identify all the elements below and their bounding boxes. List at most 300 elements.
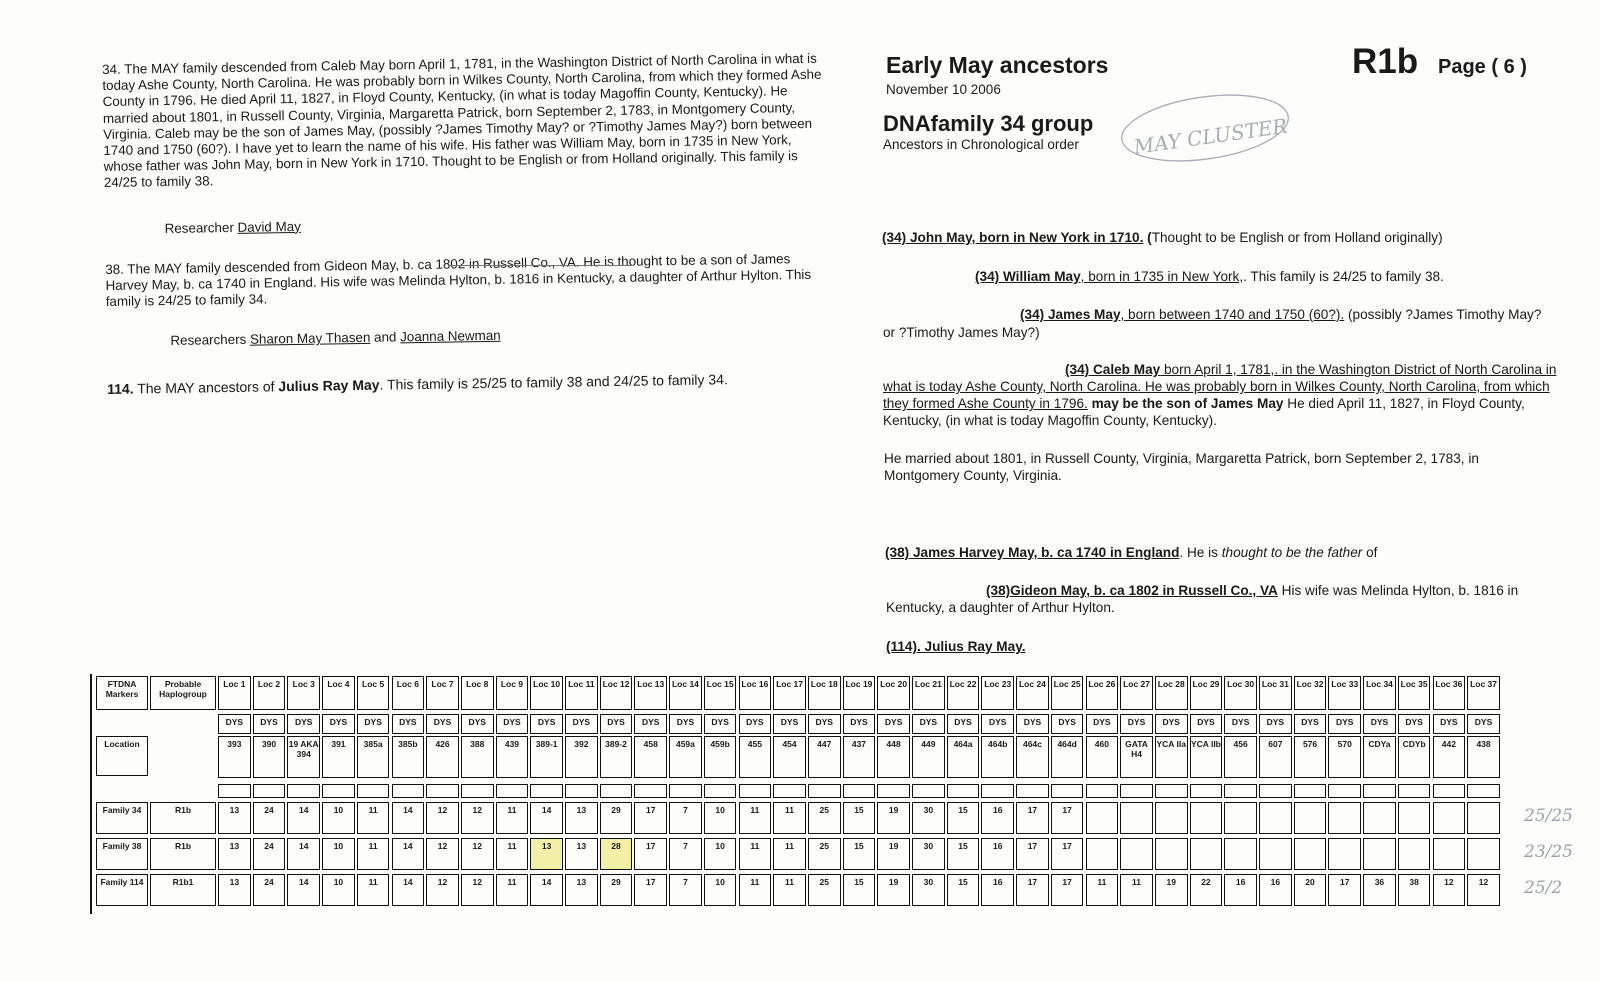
researcher-34-name: David May [237,218,301,235]
family-114-paragraph: 114. The MAY ancestors of Julius Ray May. This family is 25/25 to family 38 and 24/25 to family 34. [107,370,728,397]
marker-value: 14 [392,802,425,834]
marker-id: CDYb [1398,736,1431,778]
marker-value: 25 [808,802,841,834]
spacer-cell [1016,784,1049,798]
spacer-cell [634,784,667,798]
marker-value: 15 [947,838,980,870]
marker-value [1328,802,1361,834]
marker-id: 464c [1016,736,1049,778]
loc-header: Loc 25 [1051,676,1084,710]
marker-value: 10 [704,874,737,906]
loc-header: Loc 17 [773,676,806,710]
marker-id: 459a [669,736,702,778]
marker-value [1224,802,1257,834]
marker-value: 7 [669,838,702,870]
handwritten-cluster-note [1118,88,1292,162]
loc-header: Loc 21 [912,676,945,710]
spacer-cell [1294,784,1327,798]
loc-header: Loc 16 [739,676,772,710]
dys-header: DYS [565,714,598,734]
marker-value: 30 [912,838,945,870]
marker-id: 389-1 [530,736,563,778]
dys-header: DYS [773,714,806,734]
dys-header: DYS [1120,714,1153,734]
marker-id: 391 [322,736,355,778]
spacer-cell [1328,784,1361,798]
marker-value [1120,802,1153,834]
marker-value: 30 [912,802,945,834]
marker-value: 11 [496,838,529,870]
marker-id: 439 [496,736,529,778]
loc-header: Loc 26 [1086,676,1119,710]
spacer-cell [773,784,806,798]
spacer-cell [843,784,876,798]
haplogroup-value: R1b1 [150,874,216,906]
marker-id: 385a [357,736,390,778]
marker-id: 464a [947,736,980,778]
dys-header: DYS [1294,714,1327,734]
marker-value [1086,838,1119,870]
marker-id: 437 [843,736,876,778]
entry-married: He married about 1801, in Russell County, Virginia, Margaretta Patrick, born September 2, 1783, in Montgomery County, Virginia. [884,451,1479,483]
marker-id: 459b [704,736,737,778]
marker-value [1190,802,1223,834]
marker-id: 570 [1328,736,1361,778]
dys-header: DYS [357,714,390,734]
loc-header: Loc 23 [981,676,1014,710]
dys-header: DYS [496,714,529,734]
marker-value: 7 [669,802,702,834]
entry-caleb: (34) Caleb May born April 1, 1781,. in the Washington District of North Carolina in what is today Ashe County, North Carolina. He was probably born in Wilkes County, North Carolina, from which they formed Ashe County in 1796. may be the son of James May He died April 11, 1827, in Floyd County, Kentucky, (in what is today Magoffin County, Kentucky). [883,362,1557,428]
spacer-cell [808,784,841,798]
dys-header: DYS [877,714,910,734]
researcher-34-line: Researcher David May [164,218,301,236]
marker-value: 16 [1259,874,1292,906]
marker-value: 10 [704,802,737,834]
spacer-cell [1433,784,1466,798]
family-label: Family 114 [96,874,148,906]
marker-id: 385b [392,736,425,778]
marker-id: YCA IIb [1190,736,1223,778]
dys-header: DYS [600,714,633,734]
marker-value: 15 [843,838,876,870]
marker-id: 393 [218,736,251,778]
loc-header: Loc 27 [1120,676,1153,710]
marker-value: 14 [530,802,563,834]
dys-header: DYS [1328,714,1361,734]
marker-value: 19 [877,838,910,870]
spacer-cell [218,784,251,798]
marker-value: 20 [1294,874,1327,906]
marker-value: 25 [808,838,841,870]
marker-id: 448 [877,736,910,778]
spacer-cell [1259,784,1292,798]
dys-header: DYS [1086,714,1119,734]
marker-id: GATA H4 [1120,736,1153,778]
marker-id: 464b [981,736,1014,778]
spacer-cell [1467,784,1500,798]
marker-value: 10 [704,838,737,870]
dys-header: DYS [634,714,667,734]
marker-value [1294,802,1327,834]
spacer-cell [287,784,320,798]
marker-value: 15 [843,802,876,834]
marker-id: YCA IIa [1155,736,1188,778]
dys-header: DYS [1433,714,1466,734]
marker-value: 15 [947,802,980,834]
loc-header: Loc 11 [565,676,598,710]
marker-id: 458 [634,736,667,778]
loc-header: Loc 8 [461,676,494,710]
marker-value: 15 [947,874,980,906]
haplogroup-value: R1b [150,838,216,870]
marker-value [1363,838,1396,870]
loc-header: Loc 3 [287,676,320,710]
loc-header: Loc 2 [253,676,286,710]
marker-value [1398,802,1431,834]
dys-header: DYS [1259,714,1292,734]
researcher-38-line: Researchers Sharon May Thasen and Joanna Newman [170,328,501,349]
dys-header: DYS [1224,714,1257,734]
spacer-cell [253,784,286,798]
dys-header: DYS [981,714,1014,734]
header-location: Location [96,736,148,776]
marker-value: 10 [322,802,355,834]
dys-header: DYS [392,714,425,734]
marker-value: 38 [1398,874,1431,906]
marker-value: 14 [287,874,320,906]
marker-value: 11 [773,838,806,870]
dys-header: DYS [1190,714,1223,734]
marker-value: 19 [1155,874,1188,906]
loc-header: Loc 34 [1363,676,1396,710]
marker-value [1467,838,1500,870]
marker-id: 460 [1086,736,1119,778]
loc-header: Loc 18 [808,676,841,710]
spacer-cell [1363,784,1396,798]
dys-header: DYS [322,714,355,734]
marker-value: 11 [1086,874,1119,906]
family-34-paragraph: 34. The MAY family descended from Caleb May born April 1, 1781, in the Washington District of North Carolina in what is today Ashe County, North Carolina. He was probably born in Wilkes County, North Carolina, from which they formed Ashe County in 1796. He died April 11, 1827, in Floyd County, Kentucky, (in what is today Magoffin County, Kentucky). He married about 1801, in Russell County, Virginia, Margaretta Patrick, born September 2, 1783, in Montgomery County, Virginia. Caleb may be the son of James May, (possibly ?James Timothy May? or ?Timothy James May?) born between 1740 and 1750 (60?). I have yet to learn the name of his wife. His father was William May, born in 1735 in New York, whose father was John May, born in New York in 1710. Thought to be English or from Holland originally. This family is 24/25 to family 38. [102,50,822,191]
spacer-cell [981,784,1014,798]
margin-note-114: 25/2 [1524,878,1563,898]
loc-header: Loc 31 [1259,676,1292,710]
spacer-cell [739,784,772,798]
marker-id: 426 [426,736,459,778]
margin-note-38: 23/25 [1524,842,1573,862]
marker-value: 14 [392,874,425,906]
marker-value: 16 [1224,874,1257,906]
divider-line [448,265,634,266]
marker-id: 390 [253,736,286,778]
marker-value: 17 [1051,838,1084,870]
marker-value: 12 [426,838,459,870]
page-title: Early May ancestors [886,52,1109,78]
spacer-cell [565,784,598,798]
marker-value: 11 [496,874,529,906]
marker-id: 19 AKA 394 [287,736,320,778]
loc-header: Loc 9 [496,676,529,710]
marker-value: 11 [357,802,390,834]
spacer-cell [496,784,529,798]
margin-note-34: 25/25 [1524,806,1573,826]
entry-gideon: (38)Gideon May, b. ca 1802 in Russell Co., VA His wife was Melinda Hylton, b. 1816 in Kentucky, a daughter of Arthur Hylton. [886,583,1519,615]
marker-value [1398,838,1431,870]
marker-value: 12 [1467,874,1500,906]
dys-header: DYS [530,714,563,734]
marker-value: 13 [530,838,563,870]
marker-id: 454 [773,736,806,778]
marker-value: 17 [634,838,667,870]
marker-value [1328,838,1361,870]
marker-id: 388 [461,736,494,778]
spacer-cell [947,784,980,798]
marker-value: 11 [357,838,390,870]
ystr-marker-table [90,674,1524,914]
marker-value: 11 [739,838,772,870]
marker-value [1155,802,1188,834]
marker-id: 438 [1467,736,1500,778]
marker-id: 464d [1051,736,1084,778]
marker-value: 12 [461,874,494,906]
marker-value: 14 [287,838,320,870]
spacer-cell [392,784,425,798]
marker-id: 449 [912,736,945,778]
loc-header: Loc 6 [392,676,425,710]
haplogroup-heading: R1b [1352,42,1419,81]
marker-value: 17 [1051,802,1084,834]
julius-name: Julius Ray May [278,376,380,394]
dys-header: DYS [669,714,702,734]
entry-james: (34) James May, born between 1740 and 1750 (60?). (possibly ?James Timothy May? [1020,307,1542,322]
loc-header: Loc 36 [1433,676,1466,710]
marker-value: 12 [1433,874,1466,906]
marker-value: 14 [287,802,320,834]
researcher-38a-name: Sharon May Thasen [249,330,371,348]
marker-value: 13 [565,874,598,906]
marker-value: 36 [1363,874,1396,906]
researcher-38b-name: Joanna Newman [400,328,501,345]
dys-header: DYS [1363,714,1396,734]
marker-value: 12 [426,874,459,906]
marker-id: 392 [565,736,598,778]
spacer-cell [669,784,702,798]
marker-value: 16 [981,838,1014,870]
dys-header: DYS [287,714,320,734]
marker-value: 12 [426,802,459,834]
loc-header: Loc 10 [530,676,563,710]
family-label: Family 38 [96,838,148,870]
loc-header: Loc 1 [218,676,251,710]
page-date: November 10 2006 [886,82,1001,97]
entry-james-harvey: (38) James Harvey May, b. ca 1740 in England. He is thought to be the father of [885,545,1378,560]
marker-value: 17 [634,802,667,834]
spacer-cell [1398,784,1431,798]
haplogroup-value: R1b [150,802,216,834]
loc-header: Loc 20 [877,676,910,710]
spacer-cell [1120,784,1153,798]
dys-header: DYS [1398,714,1431,734]
marker-value [1294,838,1327,870]
marker-value [1467,802,1500,834]
spacer-cell [1155,784,1188,798]
dys-header: DYS [1051,714,1084,734]
spacer-cell [426,784,459,798]
marker-value [1224,838,1257,870]
spacer-cell [1051,784,1084,798]
loc-header: Loc 13 [634,676,667,710]
marker-value [1120,838,1153,870]
marker-value [1433,838,1466,870]
marker-value [1086,802,1119,834]
marker-id: 456 [1224,736,1257,778]
marker-value: 17 [1016,874,1049,906]
marker-value: 13 [218,838,251,870]
loc-header: Loc 30 [1224,676,1257,710]
marker-id: 607 [1259,736,1292,778]
marker-id: CDYa [1363,736,1396,778]
marker-value: 14 [392,838,425,870]
marker-value: 25 [808,874,841,906]
marker-value: 15 [843,874,876,906]
dys-header: DYS [739,714,772,734]
marker-value: 24 [253,802,286,834]
marker-value: 11 [773,802,806,834]
marker-value [1155,838,1188,870]
loc-header: Loc 19 [843,676,876,710]
spacer-cell [1086,784,1119,798]
loc-header: Loc 14 [669,676,702,710]
marker-value [1259,838,1292,870]
marker-value: 13 [218,802,251,834]
loc-header: Loc 33 [1328,676,1361,710]
loc-header: Loc 28 [1155,676,1188,710]
loc-header: Loc 29 [1190,676,1223,710]
marker-value [1433,802,1466,834]
dys-header: DYS [808,714,841,734]
spacer-cell [1224,784,1257,798]
marker-value: 19 [877,802,910,834]
marker-value [1363,802,1396,834]
header-ftdna-markers: FTDNA Markers [96,676,148,710]
marker-id: 447 [808,736,841,778]
dys-header: DYS [461,714,494,734]
marker-value: 17 [1016,838,1049,870]
dys-header: DYS [218,714,251,734]
marker-value: 13 [565,838,598,870]
marker-id: 576 [1294,736,1327,778]
marker-id: 455 [739,736,772,778]
family-label: Family 34 [96,802,148,834]
loc-header: Loc 24 [1016,676,1049,710]
marker-value: 10 [322,838,355,870]
marker-value: 28 [600,838,633,870]
loc-header: Loc 32 [1294,676,1327,710]
marker-id: 389-2 [600,736,633,778]
marker-value: 13 [565,802,598,834]
marker-value: 11 [496,802,529,834]
dys-header: DYS [253,714,286,734]
dys-header: DYS [426,714,459,734]
entry-william: (34) William May, born in 1735 in New York,. This family is 24/25 to family 38. [975,269,1444,284]
left-column [102,51,827,397]
loc-header: Loc 35 [1398,676,1431,710]
dys-header: DYS [843,714,876,734]
entry-james-cont: or ?Timothy James May?) [883,325,1040,340]
spacer-cell [704,784,737,798]
marker-value: 22 [1190,874,1223,906]
marker-value [1190,838,1223,870]
marker-value: 12 [461,838,494,870]
loc-header: Loc 4 [322,676,355,710]
marker-value: 17 [634,874,667,906]
cluster-note-text: MAY CLUSTER [1132,113,1289,159]
marker-value: 10 [322,874,355,906]
order-subtitle: Ancestors in Chronological order [883,137,1079,152]
marker-value: 13 [218,874,251,906]
spacer-cell [912,784,945,798]
marker-value: 29 [600,802,633,834]
marker-value: 19 [877,874,910,906]
loc-header: Loc 37 [1467,676,1500,710]
marker-value: 14 [530,874,563,906]
marker-value: 16 [981,802,1014,834]
spacer-cell [357,784,390,798]
marker-value: 24 [253,874,286,906]
marker-value: 16 [981,874,1014,906]
spacer-cell [461,784,494,798]
loc-header: Loc 15 [704,676,737,710]
loc-header: Loc 22 [947,676,980,710]
marker-value: 17 [1328,874,1361,906]
spacer-cell [322,784,355,798]
header-haplogroup: Probable Haplogroup [150,676,216,710]
dys-header: DYS [704,714,737,734]
family-38-paragraph: 38. The MAY family descended from Gideon May, b. ca 1802 in Russell Co., VA. He is thought to be a son of James Harvey May, b. ca 1740 in England. His wife was Melinda Hylton, b. 1816 in Kentucky, a daughter of Arthur Hylton. This family is 24/25 to family 34. [105,251,812,310]
marker-value: 11 [739,874,772,906]
dys-header: DYS [912,714,945,734]
entry-john: (34) John May, born in New York in 1710. (Thought to be English or from Holland originally) [882,230,1443,245]
spacer-cell [530,784,563,798]
marker-value: 17 [1016,802,1049,834]
marker-value: 7 [669,874,702,906]
marker-value: 12 [461,802,494,834]
loc-header: Loc 12 [600,676,633,710]
dys-header: DYS [947,714,980,734]
marker-value: 11 [1120,874,1153,906]
dys-header: DYS [1155,714,1188,734]
marker-value: 11 [739,802,772,834]
marker-id: 442 [1433,736,1466,778]
spacer-cell [600,784,633,798]
loc-header: Loc 7 [426,676,459,710]
page-number: Page ( 6 ) [1438,56,1527,78]
marker-value: 24 [253,838,286,870]
marker-value: 17 [1051,874,1084,906]
marker-value: 11 [773,874,806,906]
entry-julius: (114). Julius Ray May. [886,639,1026,654]
marker-value: 11 [357,874,390,906]
dys-header: DYS [1016,714,1049,734]
marker-value: 30 [912,874,945,906]
dys-header: DYS [1467,714,1500,734]
spacer-cell [877,784,910,798]
loc-header: Loc 5 [357,676,390,710]
group-title: DNAfamily 34 group [883,111,1094,136]
marker-value: 29 [600,874,633,906]
marker-value [1259,802,1292,834]
spacer-cell [1190,784,1223,798]
